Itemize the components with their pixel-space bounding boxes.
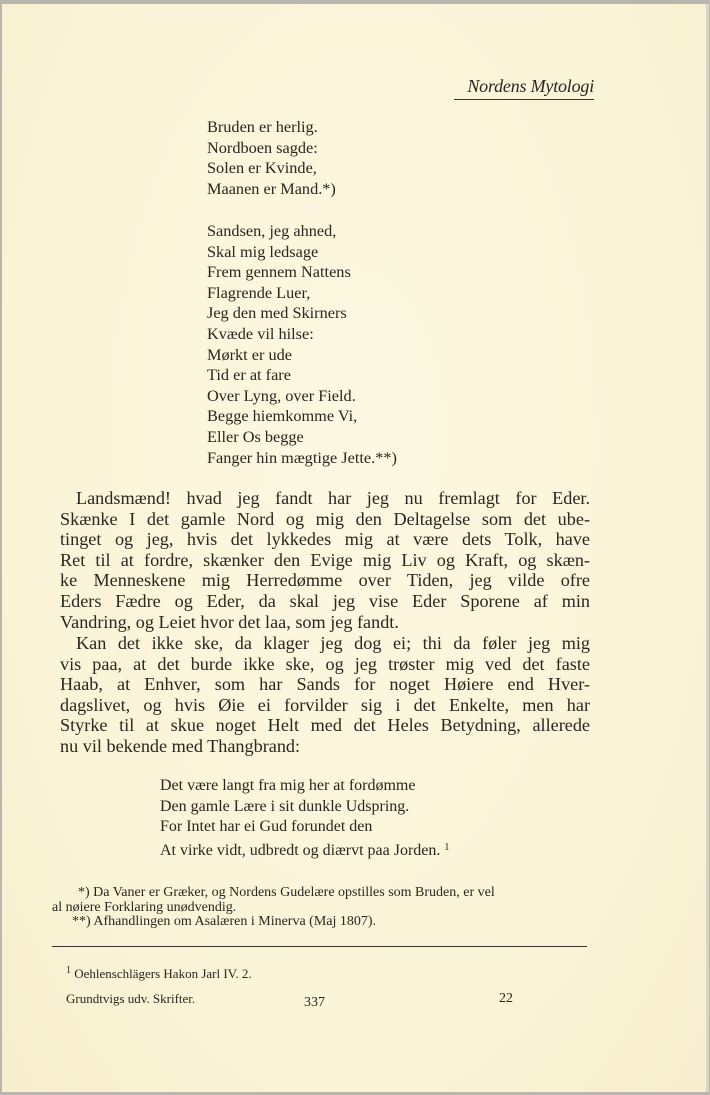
text-line: Eders Fædre og Eder, da skal jeg vise Eder Sporene af min — [60, 590, 590, 611]
poem-line: Nordboen sagde: — [207, 137, 318, 157]
note-line: *) Da Vaner er Græker, og Nordens Gudelære opstilles som Bruden, er vel — [78, 885, 495, 900]
text-line: Ret til at fordre, skænker den Evige mig Liv og Kraft, og skæn- — [60, 549, 590, 570]
poem-line: Eller Os begge — [207, 426, 304, 446]
quote-line: At virke vidt, udbredt og diærvt paa Jorden. $^1$ — [160, 842, 450, 860]
poem-line: Jeg den med Skirners — [207, 303, 347, 323]
poem-line: Flagrende Luer, — [207, 282, 311, 302]
poem-line: Kvæde vil hilse: — [207, 323, 314, 343]
poem-line: Maanen er Mand.*) — [207, 178, 336, 198]
poem-line: Solen er Kvinde, — [207, 158, 317, 178]
imprint-line: Grundtvigs udv. Skrifter. — [66, 991, 196, 1006]
text-line: Haab, at Enhver, som har Sands for noget Høiere end Hver- — [60, 674, 590, 695]
note-line: al nøiere Forklaring unødvendig. — [52, 899, 237, 915]
poem-line: Over Lyng, over Field. — [207, 385, 356, 405]
footnote-marker: 1 — [66, 965, 71, 976]
poem-stanza-2 — [207, 221, 397, 468]
poem-line: Sandsen, jeg ahned, — [207, 221, 337, 240]
signature-number: 22 — [499, 991, 513, 1006]
footnote-marker: 1 — [444, 842, 450, 854]
quote-line: Den gamle Lære i sit dunkle Udspring. — [160, 797, 410, 815]
quote-line: Det være langt fra mig her at fordømme — [160, 777, 416, 794]
poem-line: Bruden er herlig. — [207, 117, 318, 136]
quote-line: For Intet har ei Gud forundet den — [160, 818, 373, 836]
text-line: Landsmænd! hvad jeg fandt har jeg nu fremlagt for Eder. — [76, 488, 590, 508]
footnote-divider — [52, 946, 587, 947]
editor-footnote — [66, 965, 252, 982]
poem-line: Skal mig ledsage — [207, 241, 319, 261]
text-line: nu vil bekende med Thangbrand: — [60, 735, 301, 756]
text-line: tinget og jeg, hvis det lykkedes mig at være dets Tolk, have — [60, 529, 590, 550]
text-line: ke Menneskene mig Herredømme over Tiden, jeg vilde ofre — [60, 570, 590, 591]
poem-line: Begge hiemkomme Vi, — [207, 406, 358, 426]
text-line: Kan det ikke ske, da klager jeg dog ei; thi da føler jeg mig — [76, 633, 590, 653]
paragraph-2 — [60, 633, 590, 757]
poem-stanza-1 — [207, 117, 336, 199]
text-line: Styrke til at skue noget Helt med det Heles Betydning, allerede — [60, 715, 590, 736]
page-number: 337 — [304, 995, 325, 1010]
author-notes — [52, 886, 592, 930]
book-page — [2, 4, 709, 1092]
text-line: Vandring, og Leiet hvor det laa, som jeg fandt. — [60, 611, 399, 632]
running-head: Nordens Mytologi — [454, 76, 594, 100]
poem-line: Mørkt er ude — [207, 344, 292, 364]
verse-quote — [160, 776, 449, 862]
footnote-text: Oehlenschlägers Hakon Jarl IV. 2. — [74, 966, 252, 981]
paragraph-1 — [60, 488, 590, 632]
poem-line: Tid er at fare — [207, 365, 291, 385]
poem-line: Fanger hin mægtige Jette.**) — [207, 447, 397, 467]
poem-line: Frem gennem Nattens — [207, 262, 351, 282]
note-line: **) Afhandlingen om Asalæren i Minerva (Maj 1807). — [72, 914, 377, 929]
text-line: Skænke I det gamle Nord og mig den Deltagelse som det ube- — [60, 508, 590, 529]
text-line: dagslivet, og hvis Øie ei forvilder sig i det Enkelte, men har — [60, 694, 590, 715]
text-line: vis paa, at det burde ikke ske, og jeg trøster mig ved det faste — [60, 653, 590, 674]
